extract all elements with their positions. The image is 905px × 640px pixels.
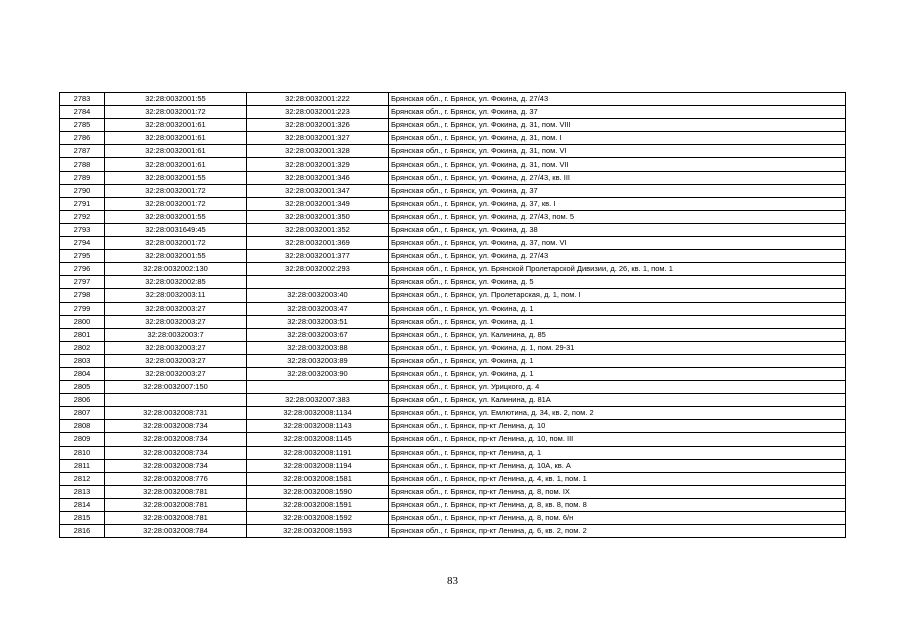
table-row (60, 407, 846, 420)
table-row (60, 328, 846, 341)
table-row (60, 315, 846, 328)
table-row (60, 132, 846, 145)
address-cell: Брянская обл., г. Брянск, ул. Урицкого, д. 4 (389, 381, 846, 394)
table-row (60, 171, 846, 184)
cadastral-register-table (59, 92, 846, 538)
cadastral-block-cell: 32:28:0032008:734 (105, 446, 247, 459)
address-cell: Брянская обл., г. Брянск, пр-кт Ленина, д. 4, кв. 1, пом. 1 (389, 472, 846, 485)
table-row (60, 512, 846, 525)
address-cell: Брянская обл., г. Брянск, пр-кт Ленина, д. 10 (389, 420, 846, 433)
row-number-cell: 2795 (60, 250, 105, 263)
cadastral-block-cell: 32:28:0032001:72 (105, 184, 247, 197)
table-row (60, 367, 846, 380)
cadastral-number-cell: 32:28:0032003:67 (247, 328, 389, 341)
table-row (60, 289, 846, 302)
cadastral-block-cell: 32:28:0032003:27 (105, 354, 247, 367)
address-cell: Брянская обл., г. Брянск, ул. Калинина, д. 85 (389, 328, 846, 341)
address-cell: Брянская обл., г. Брянск, ул. Фокина, д. 31, пом. VI (389, 145, 846, 158)
table-row (60, 223, 846, 236)
cadastral-block-cell: 32:28:0032007:150 (105, 381, 247, 394)
page-number: 83 (447, 575, 458, 587)
table-row (60, 302, 846, 315)
address-cell: Брянская обл., г. Брянск, ул. Фокина, д. 1, пом. 29-31 (389, 341, 846, 354)
row-number-cell: 2798 (60, 289, 105, 302)
row-number-cell: 2816 (60, 525, 105, 538)
cadastral-number-cell: 32:28:0032008:1592 (247, 512, 389, 525)
cadastral-number-cell: 32:28:0032008:1194 (247, 459, 389, 472)
cadastral-block-cell: 32:28:0032001:72 (105, 106, 247, 119)
cadastral-block-cell (105, 394, 247, 407)
row-number-cell: 2790 (60, 184, 105, 197)
cadastral-block-cell: 32:28:0032008:781 (105, 485, 247, 498)
cadastral-block-cell: 32:28:0032001:55 (105, 93, 247, 106)
address-cell: Брянская обл., г. Брянск, пр-кт Ленина, д. 8, пом. IX (389, 485, 846, 498)
cadastral-number-cell: 32:28:0032007:383 (247, 394, 389, 407)
cadastral-block-cell: 32:28:0032008:734 (105, 459, 247, 472)
cadastral-number-cell: 32:28:0032001:349 (247, 197, 389, 210)
table-row (60, 485, 846, 498)
row-number-cell: 2811 (60, 459, 105, 472)
cadastral-number-cell: 32:28:0032001:327 (247, 132, 389, 145)
table-row (60, 119, 846, 132)
cadastral-number-cell: 32:28:0032002:293 (247, 263, 389, 276)
address-cell: Брянская обл., г. Брянск, пр-кт Ленина, д. 8, кв. 8, пом. 8 (389, 498, 846, 511)
table-row (60, 433, 846, 446)
table-row (60, 420, 846, 433)
table-row (60, 525, 846, 538)
table-row (60, 498, 846, 511)
table-row (60, 158, 846, 171)
table-row (60, 197, 846, 210)
cadastral-number-cell: 32:28:0032001:352 (247, 223, 389, 236)
cadastral-block-cell: 32:28:0032003:27 (105, 315, 247, 328)
cadastral-number-cell: 32:28:0032001:329 (247, 158, 389, 171)
table-row (60, 276, 846, 289)
table-body (60, 93, 846, 538)
address-cell: Брянская обл., г. Брянск, пр-кт Ленина, д. 10А, кв. А (389, 459, 846, 472)
cadastral-block-cell: 32:28:0032008:734 (105, 433, 247, 446)
row-number-cell: 2785 (60, 119, 105, 132)
cadastral-block-cell: 32:28:0032008:734 (105, 420, 247, 433)
row-number-cell: 2793 (60, 223, 105, 236)
table-row (60, 341, 846, 354)
table-row (60, 93, 846, 106)
table-row (60, 381, 846, 394)
row-number-cell: 2784 (60, 106, 105, 119)
address-cell: Брянская обл., г. Брянск, пр-кт Ленина, д. 8, пом. 6/н (389, 512, 846, 525)
row-number-cell: 2797 (60, 276, 105, 289)
table-row (60, 394, 846, 407)
cadastral-number-cell: 32:28:0032008:1134 (247, 407, 389, 420)
row-number-cell: 2789 (60, 171, 105, 184)
row-number-cell: 2812 (60, 472, 105, 485)
address-cell: Брянская обл., г. Брянск, ул. Фокина, д. 37, пом. VI (389, 237, 846, 250)
row-number-cell: 2807 (60, 407, 105, 420)
cadastral-number-cell: 32:28:0032003:90 (247, 367, 389, 380)
address-cell: Брянская обл., г. Брянск, ул. Фокина, д. 37 (389, 106, 846, 119)
cadastral-number-cell: 32:28:0032003:40 (247, 289, 389, 302)
cadastral-number-cell: 32:28:0032008:1143 (247, 420, 389, 433)
address-cell: Брянская обл., г. Брянск, ул. Калинина, д. 81А (389, 394, 846, 407)
table-row (60, 263, 846, 276)
address-cell: Брянская обл., г. Брянск, пр-кт Ленина, д. 6, кв. 2, пом. 2 (389, 525, 846, 538)
row-number-cell: 2786 (60, 132, 105, 145)
row-number-cell: 2787 (60, 145, 105, 158)
address-cell: Брянская обл., г. Брянск, ул. Фокина, д. 5 (389, 276, 846, 289)
table-row (60, 250, 846, 263)
row-number-cell: 2808 (60, 420, 105, 433)
address-cell: Брянская обл., г. Брянск, ул. Фокина, д. 27/43 (389, 93, 846, 106)
cadastral-number-cell: 32:28:0032001:222 (247, 93, 389, 106)
cadastral-block-cell: 32:28:0032001:72 (105, 237, 247, 250)
address-cell: Брянская обл., г. Брянск, ул. Фокина, д. 31, пом. VII (389, 158, 846, 171)
cadastral-block-cell: 32:28:0032003:27 (105, 302, 247, 315)
row-number-cell: 2800 (60, 315, 105, 328)
cadastral-block-cell: 32:28:0032001:55 (105, 210, 247, 223)
cadastral-block-cell: 32:28:0032001:61 (105, 158, 247, 171)
cadastral-block-cell: 32:28:0032008:781 (105, 498, 247, 511)
cadastral-number-cell: 32:28:0032008:1593 (247, 525, 389, 538)
row-number-cell: 2814 (60, 498, 105, 511)
row-number-cell: 2804 (60, 367, 105, 380)
address-cell: Брянская обл., г. Брянск, ул. Емлютина, д. 34, кв. 2, пом. 2 (389, 407, 846, 420)
address-cell: Брянская обл., г. Брянск, ул. Фокина, д. 27/43, пом. 5 (389, 210, 846, 223)
row-number-cell: 2792 (60, 210, 105, 223)
cadastral-number-cell: 32:28:0032008:1145 (247, 433, 389, 446)
cadastral-block-cell: 32:28:0032001:55 (105, 171, 247, 184)
table-row (60, 145, 846, 158)
row-number-cell: 2805 (60, 381, 105, 394)
cadastral-number-cell: 32:28:0032003:89 (247, 354, 389, 367)
row-number-cell: 2794 (60, 237, 105, 250)
cadastral-block-cell: 32:28:0032008:781 (105, 512, 247, 525)
address-cell: Брянская обл., г. Брянск, ул. Фокина, д. 1 (389, 315, 846, 328)
table-row (60, 210, 846, 223)
row-number-cell: 2799 (60, 302, 105, 315)
row-number-cell: 2803 (60, 354, 105, 367)
address-cell: Брянская обл., г. Брянск, ул. Фокина, д. 31, пом. VIII (389, 119, 846, 132)
table-row (60, 354, 846, 367)
cadastral-block-cell: 32:28:0032003:27 (105, 341, 247, 354)
cadastral-number-cell: 32:28:0032003:47 (247, 302, 389, 315)
cadastral-block-cell: 32:28:0032001:61 (105, 119, 247, 132)
row-number-cell: 2801 (60, 328, 105, 341)
row-number-cell: 2791 (60, 197, 105, 210)
cadastral-number-cell: 32:28:0032001:377 (247, 250, 389, 263)
cadastral-number-cell: 32:28:0032001:326 (247, 119, 389, 132)
row-number-cell: 2813 (60, 485, 105, 498)
address-cell: Брянская обл., г. Брянск, ул. Фокина, д. 37, кв. I (389, 197, 846, 210)
address-cell: Брянская обл., г. Брянск, ул. Фокина, д. 1 (389, 367, 846, 380)
cadastral-number-cell: 32:28:0032008:1591 (247, 498, 389, 511)
cadastral-number-cell: 32:28:0032001:350 (247, 210, 389, 223)
address-cell: Брянская обл., г. Брянск, ул. Фокина, д. 1 (389, 302, 846, 315)
row-number-cell: 2796 (60, 263, 105, 276)
cadastral-block-cell: 32:28:0032003:27 (105, 367, 247, 380)
address-cell: Брянская обл., г. Брянск, пр-кт Ленина, д. 1 (389, 446, 846, 459)
address-cell: Брянская обл., г. Брянск, ул. Фокина, д. 27/43 (389, 250, 846, 263)
address-cell: Брянская обл., г. Брянск, ул. Фокина, д. 27/43, кв. III (389, 171, 846, 184)
cadastral-block-cell: 32:28:0032001:55 (105, 250, 247, 263)
row-number-cell: 2815 (60, 512, 105, 525)
cadastral-block-cell: 32:28:0032001:61 (105, 132, 247, 145)
cadastral-block-cell: 32:28:0032001:72 (105, 197, 247, 210)
table-row (60, 446, 846, 459)
row-number-cell: 2810 (60, 446, 105, 459)
address-cell: Брянская обл., г. Брянск, ул. Фокина, д. 1 (389, 354, 846, 367)
cadastral-number-cell: 32:28:0032003:88 (247, 341, 389, 354)
cadastral-block-cell: 32:28:0032008:731 (105, 407, 247, 420)
cadastral-number-cell: 32:28:0032003:51 (247, 315, 389, 328)
cadastral-block-cell: 32:28:0032002:130 (105, 263, 247, 276)
row-number-cell: 2783 (60, 93, 105, 106)
cadastral-block-cell: 32:28:0032008:784 (105, 525, 247, 538)
cadastral-block-cell: 32:28:0032001:61 (105, 145, 247, 158)
cadastral-number-cell: 32:28:0032008:1590 (247, 485, 389, 498)
address-cell: Брянская обл., г. Брянск, ул. Фокина, д. 31, пом. I (389, 132, 846, 145)
table-row (60, 184, 846, 197)
cadastral-block-cell: 32:28:0032003:7 (105, 328, 247, 341)
address-cell: Брянская обл., г. Брянск, ул. Пролетарская, д. 1, пом. I (389, 289, 846, 302)
table-row (60, 459, 846, 472)
cadastral-number-cell: 32:28:0032001:223 (247, 106, 389, 119)
address-cell: Брянская обл., г. Брянск, ул. Брянской Пролетарской Дивизии, д. 26, кв. 1, пом. 1 (389, 263, 846, 276)
cadastral-number-cell (247, 276, 389, 289)
cadastral-block-cell: 32:28:0032002:85 (105, 276, 247, 289)
cadastral-number-cell (247, 381, 389, 394)
cadastral-number-cell: 32:28:0032001:369 (247, 237, 389, 250)
address-cell: Брянская обл., г. Брянск, ул. Фокина, д. 38 (389, 223, 846, 236)
address-cell: Брянская обл., г. Брянск, ул. Фокина, д. 37 (389, 184, 846, 197)
cadastral-block-cell: 32:28:0032003:11 (105, 289, 247, 302)
table-row (60, 472, 846, 485)
row-number-cell: 2802 (60, 341, 105, 354)
cadastral-number-cell: 32:28:0032001:328 (247, 145, 389, 158)
table-row (60, 237, 846, 250)
cadastral-number-cell: 32:28:0032008:1191 (247, 446, 389, 459)
row-number-cell: 2809 (60, 433, 105, 446)
cadastral-block-cell: 32:28:0031649:45 (105, 223, 247, 236)
row-number-cell: 2806 (60, 394, 105, 407)
cadastral-number-cell: 32:28:0032008:1581 (247, 472, 389, 485)
address-cell: Брянская обл., г. Брянск, пр-кт Ленина, д. 10, пом. III (389, 433, 846, 446)
row-number-cell: 2788 (60, 158, 105, 171)
table-row (60, 106, 846, 119)
cadastral-number-cell: 32:28:0032001:347 (247, 184, 389, 197)
cadastral-number-cell: 32:28:0032001:346 (247, 171, 389, 184)
cadastral-block-cell: 32:28:0032008:776 (105, 472, 247, 485)
